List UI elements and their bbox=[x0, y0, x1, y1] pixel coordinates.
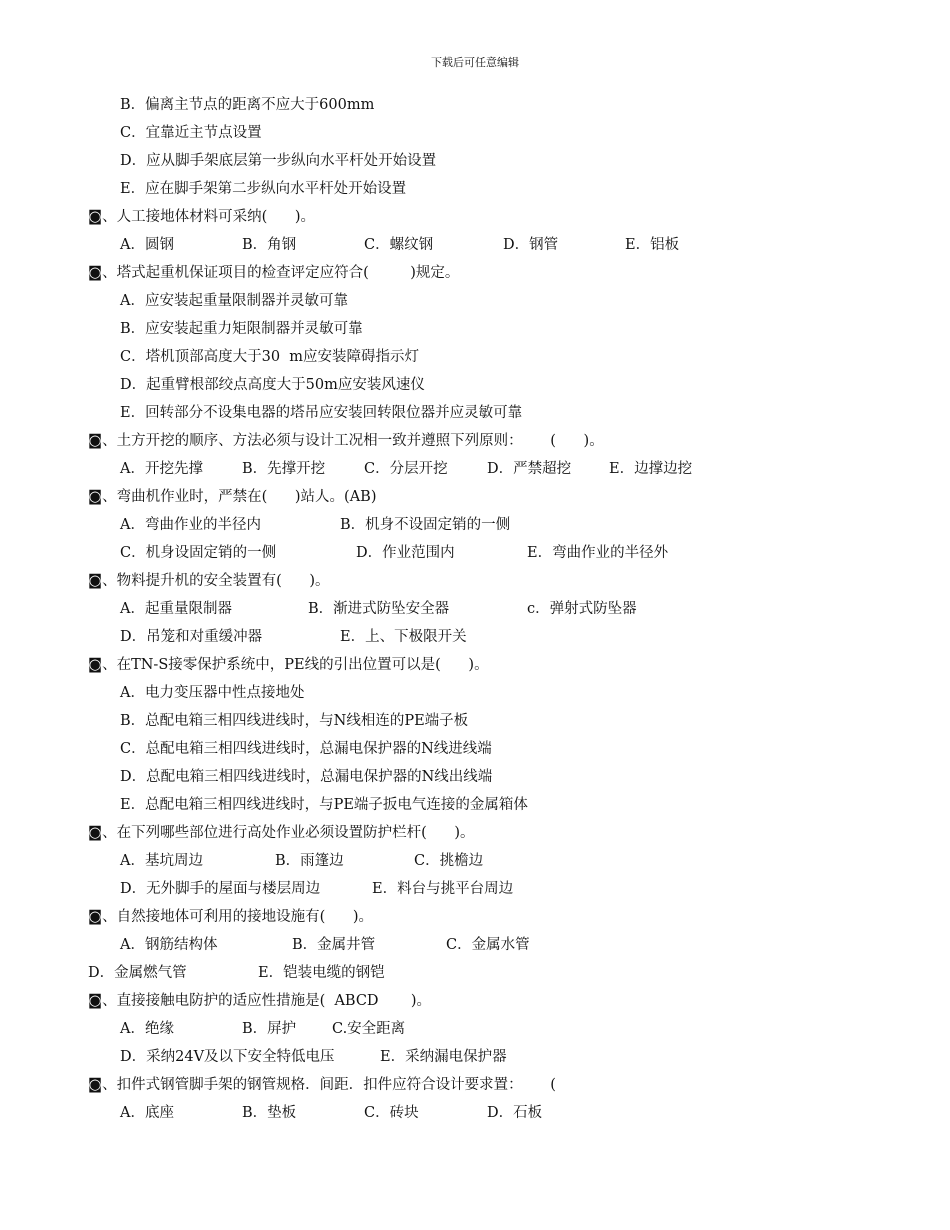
text-line bbox=[0, 343, 950, 371]
text-line bbox=[0, 315, 950, 343]
option-text: D．金属燃气管 bbox=[88, 965, 187, 981]
option-text: D．无外脚手的屋面与楼层周边 bbox=[120, 881, 321, 897]
option-text: E．上、下极限开关 bbox=[340, 629, 467, 645]
line-text: A．应安装起重量限制器并灵敏可靠 bbox=[120, 293, 348, 309]
text-line bbox=[0, 847, 950, 875]
text-line bbox=[0, 735, 950, 763]
line-text: A．电力变压器中性点接地处 bbox=[120, 685, 305, 701]
text-line bbox=[0, 567, 950, 595]
line-text: E．应在脚手架第二步纵向水平杆处开始设置 bbox=[120, 181, 407, 197]
option-text: C．机身设固定销的一侧 bbox=[120, 545, 277, 561]
text-line bbox=[0, 511, 950, 539]
option-text: B．雨篷边 bbox=[275, 853, 344, 869]
text-line bbox=[0, 595, 950, 623]
line-text: ◙、扣件式钢管脚手架的钢管规格．间距．扣件应符合设计要求置： ( bbox=[88, 1077, 556, 1093]
option-text: B．角钢 bbox=[242, 237, 297, 253]
text-line bbox=[0, 931, 950, 959]
text-line bbox=[0, 875, 950, 903]
option-text: A．绝缘 bbox=[120, 1021, 174, 1037]
option-text: B．垫板 bbox=[242, 1105, 297, 1121]
line-text: ◙、土方开挖的顺序、方法必须与设计工况相一致并遵照下列原则： ( )。 bbox=[88, 433, 604, 449]
option-text: A．弯曲作业的半径内 bbox=[120, 517, 261, 533]
option-text: D．作业范围内 bbox=[356, 545, 455, 561]
document-body bbox=[0, 91, 950, 1127]
text-line bbox=[0, 1043, 950, 1071]
line-text: C．宜靠近主节点设置 bbox=[120, 125, 262, 141]
text-line bbox=[0, 707, 950, 735]
text-line bbox=[0, 539, 950, 567]
line-text: E．总配电箱三相四线进线时，与PE端子扳电气连接的金属箱体 bbox=[120, 797, 528, 813]
option-text: A．起重量限制器 bbox=[120, 601, 232, 617]
option-text: D．严禁超挖 bbox=[487, 461, 572, 477]
text-line bbox=[0, 1015, 950, 1043]
text-line bbox=[0, 791, 950, 819]
option-text: D．采纳24V及以下安全特低电压 bbox=[120, 1049, 335, 1065]
option-text: A．圆钢 bbox=[120, 237, 174, 253]
text-line bbox=[0, 147, 950, 175]
option-text: C．金属水管 bbox=[446, 937, 530, 953]
text-line bbox=[0, 91, 950, 119]
text-line bbox=[0, 679, 950, 707]
line-text: B．应安装起重力矩限制器并灵敏可靠 bbox=[120, 321, 363, 337]
text-line bbox=[0, 287, 950, 315]
option-text: A．钢筋结构体 bbox=[120, 937, 218, 953]
text-line bbox=[0, 483, 950, 511]
line-text: ◙、人工接地体材料可采纳( )。 bbox=[88, 209, 316, 225]
line-text: ◙、弯曲机作业时，严禁在( )站人。(AB) bbox=[88, 489, 377, 505]
option-text: B．金属井管 bbox=[292, 937, 376, 953]
option-text: E．料台与挑平台周边 bbox=[372, 881, 514, 897]
option-text: A．基坑周边 bbox=[120, 853, 203, 869]
line-text: D．起重臂根部绞点高度大于50m应安装风速仪 bbox=[120, 377, 425, 393]
line-text: C．总配电箱三相四线进线时，总漏电保护器的N线进线端 bbox=[120, 741, 492, 757]
line-text: ◙、在下列哪些部位进行高处作业必须设置防护栏杆( )。 bbox=[88, 825, 475, 841]
option-text: E．边撑边挖 bbox=[609, 461, 693, 477]
option-text: B．先撑开挖 bbox=[242, 461, 326, 477]
text-line bbox=[0, 455, 950, 483]
option-text: D．吊笼和对重缓冲器 bbox=[120, 629, 263, 645]
option-text: c．弹射式防坠器 bbox=[527, 601, 637, 617]
option-text: C.安全距离 bbox=[332, 1021, 406, 1037]
text-line bbox=[0, 1071, 950, 1099]
text-line bbox=[0, 259, 950, 287]
text-line bbox=[0, 959, 950, 987]
option-text: C．分层开挖 bbox=[364, 461, 448, 477]
option-text: B．屏护 bbox=[242, 1021, 297, 1037]
option-text: C．螺纹钢 bbox=[364, 237, 434, 253]
line-text: C．塔机顶部高度大于30 m应安装障碍指示灯 bbox=[120, 349, 420, 365]
option-text: B．渐进式防坠安全器 bbox=[308, 601, 450, 617]
line-text: B．总配电箱三相四线进线时，与N线相连的PE端子板 bbox=[120, 713, 469, 729]
option-text: C．砖块 bbox=[364, 1105, 419, 1121]
text-line bbox=[0, 819, 950, 847]
line-text: D．总配电箱三相四线进线时，总漏电保护器的N线出线端 bbox=[120, 769, 493, 785]
option-text: C．挑檐边 bbox=[414, 853, 484, 869]
option-text: A．底座 bbox=[120, 1105, 174, 1121]
line-text: B．偏离主节点的距离不应大于600mm bbox=[120, 97, 375, 113]
text-line bbox=[0, 987, 950, 1015]
text-line bbox=[0, 651, 950, 679]
option-text: D．钢管 bbox=[503, 237, 559, 253]
line-text: ◙、物料提升机的安全装置有( )。 bbox=[88, 573, 330, 589]
option-text: E．弯曲作业的半径外 bbox=[527, 545, 669, 561]
option-text: E．铝板 bbox=[625, 237, 680, 253]
option-text: E．铠装电缆的钢铠 bbox=[258, 965, 385, 981]
text-line bbox=[0, 903, 950, 931]
text-line bbox=[0, 119, 950, 147]
text-line bbox=[0, 231, 950, 259]
line-text: D．应从脚手架底层第一步纵向水平杆处开始设置 bbox=[120, 153, 437, 169]
page-header: 下载后可任意编辑 bbox=[431, 56, 519, 69]
text-line bbox=[0, 175, 950, 203]
line-text: ◙、在TN-S接零保护系统中，PE线的引出位置可以是( )。 bbox=[88, 657, 489, 673]
text-line bbox=[0, 371, 950, 399]
line-text: ◙、直接接触电防护的适应性措施是( ABCD )。 bbox=[88, 993, 431, 1009]
line-text: ◙、塔式起重机保证项目的检查评定应符合( )规定。 bbox=[88, 265, 460, 281]
text-line bbox=[0, 427, 950, 455]
line-text: ◙、自然接地体可利用的接地设施有( )。 bbox=[88, 909, 374, 925]
option-text: E．采纳漏电保护器 bbox=[380, 1049, 507, 1065]
text-line bbox=[0, 399, 950, 427]
option-text: B．机身不设固定销的一侧 bbox=[340, 517, 511, 533]
text-line bbox=[0, 203, 950, 231]
text-line bbox=[0, 1099, 950, 1127]
line-text: E．回转部分不设集电器的塔吊应安装回转限位器并应灵敏可靠 bbox=[120, 405, 523, 421]
text-line bbox=[0, 623, 950, 651]
option-text: A．开挖先撑 bbox=[120, 461, 203, 477]
option-text: D．石板 bbox=[487, 1105, 543, 1121]
text-line bbox=[0, 763, 950, 791]
